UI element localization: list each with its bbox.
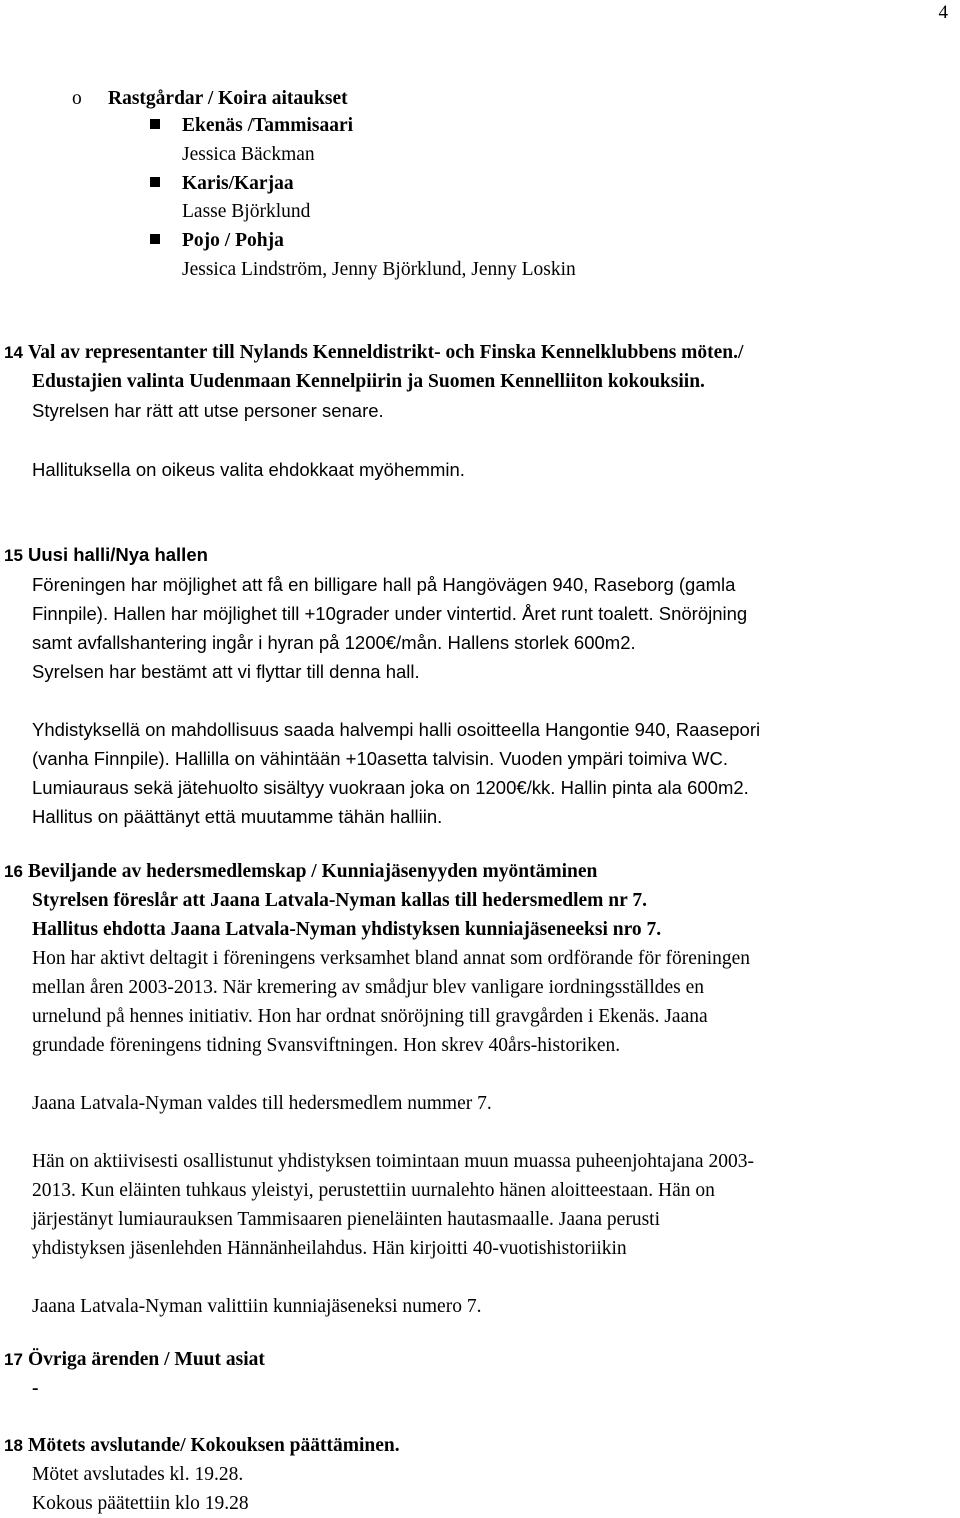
title-suffix: ./ [733, 342, 744, 363]
paragraph-line: Hallituksella on oikeus valita ehdokkaat myöhemmin. [32, 459, 465, 480]
paragraph-line: urnelund på hennes initiativ. Hon har ordnat snöröjning till gravgården i Ekenäs. Jaana [32, 1006, 708, 1027]
dash: - [32, 1378, 39, 1399]
section-number: 16 [4, 862, 23, 881]
paragraph-line: järjestänyt lumiaurauksen Tammisaaren pieneläinten hautasmaalle. Jaana perusti [32, 1209, 660, 1230]
section-number: 18 [4, 1436, 23, 1455]
paragraph-line: Hon har aktivt deltagit i föreningens verksamhet bland annat som ordförande för föreningen [32, 948, 751, 969]
section-title: Mötets avslutande/ Kokouksen päättäminen. [28, 1435, 400, 1456]
section-15 [4, 540, 942, 831]
paragraph-line: yhdistyksen jäsenlehden Hännänheilahdus. Hän kirjoitti 40-vuotishistoriikin [32, 1238, 627, 1259]
paragraph-line: Hän on aktiivisesti osallistunut yhdistyksen toimintaan muun muassa puheenjohtajana 2003- [32, 1151, 754, 1172]
section-17 [4, 1345, 942, 1403]
paragraph-line: Finnpile). Hallen har möjlighet till +10grader under vintertid. Året runt toalett. Snöröjning [32, 603, 748, 624]
paragraph-line: Mötet avslutades kl. 19.28. [32, 1464, 244, 1485]
section-subtitle: Edustajien valinta Uudenmaan Kennelpiirin ja Suomen Kennelliiton kokouksiin. [32, 371, 705, 392]
section-title: Val av representanter till Nylands Kenneldistrikt- och Finska Kennelklubbens möten [28, 342, 734, 363]
section-title: Övriga ärenden / Muut asiat [28, 1349, 265, 1370]
paragraph-line: Yhdistyksellä on mahdollisuus saada halvempi halli osoitteella Hangontie 940, Raasepori [32, 719, 761, 740]
paragraph-line: Hallitus on päättänyt että muutamme tähän halliin. [32, 806, 443, 827]
paragraph-line: grundade föreningens tidning Svansviftningen. Hon skrev 40års-historiken. [32, 1035, 621, 1056]
section-14-content [4, 338, 942, 425]
rastgardar-title: Rastgårdar / Koira aitaukset [108, 88, 348, 109]
square-bullet-icon [150, 119, 160, 129]
paragraph-line: Kokous päätettiin klo 19.28 [32, 1493, 249, 1514]
outline-bullet: o [72, 88, 82, 109]
person-pojo: Jessica Lindström, Jenny Björklund, Jenny Loskin [182, 259, 576, 280]
paragraph-line: Föreningen har möjlighet att få en billigare hall på Hangövägen 940, Raseborg (gamla [32, 574, 736, 595]
place-ekenas: Ekenäs /Tammisaari [182, 115, 354, 136]
paragraph-line: Lumiauraus sekä jätehuolto sisältyy vuokraan joka on 1200€/kk. Hallin pinta ala 600m2. [32, 777, 749, 798]
paragraph-line: samt avfallshantering ingår i hyran på 1200€/mån. Hallens storlek 600m2. [32, 632, 636, 653]
square-bullet-icon [150, 234, 160, 244]
paragraph-line: Styrelsen har rätt att utse personer senare. [32, 400, 384, 421]
paragraph-line: Syrelsen har bestämt att vi flyttar till denna hall. [32, 661, 420, 682]
paragraph-line: 2013. Kun eläinten tuhkaus yleistyi, perustettiin uurnalehto hänen aloitteestaan. Hän on [32, 1180, 715, 1201]
section-title: Uusi halli/Nya hallen [28, 544, 208, 565]
section-18 [4, 1431, 942, 1518]
place-pojo: Pojo / Pohja [182, 230, 284, 251]
paragraph-line: mellan åren 2003-2013. När kremering av smådjur blev vanligare iordningsställdes en [32, 977, 705, 998]
place-karis: Karis/Karjaa [182, 173, 294, 194]
page-number: 4 [938, 2, 948, 23]
result-fi: Jaana Latvala-Nyman valittiin kunniajäseneksi numero 7. [32, 1296, 482, 1317]
result-sv: Jaana Latvala-Nyman valdes till hedersmedlem nummer 7. [32, 1093, 492, 1114]
square-bullet-icon [150, 177, 160, 187]
section-number: 15 [4, 546, 23, 565]
section-number: 17 [4, 1350, 23, 1369]
person-karis: Lasse Björklund [182, 201, 311, 222]
paragraph-line: (vanha Finnpile). Hallilla on vähintään +10asetta talvisin. Vuoden ympäri toimiva WC. [32, 748, 728, 769]
proposal-sv: Styrelsen föreslår att Jaana Latvala-Nyman kallas till hedersmedlem nr 7. [32, 890, 647, 911]
proposal-fi: Hallitus ehdotta Jaana Latvala-Nyman yhdistyksen kunniajäseneeksi nro 7. [32, 919, 662, 940]
section-number: 14 [4, 343, 23, 362]
section-16 [4, 857, 942, 1321]
person-ekenas: Jessica Bäckman [182, 144, 315, 165]
section-title: Beviljande av hedersmedlemskap / Kunniajäsenyyden myöntäminen [28, 861, 598, 882]
